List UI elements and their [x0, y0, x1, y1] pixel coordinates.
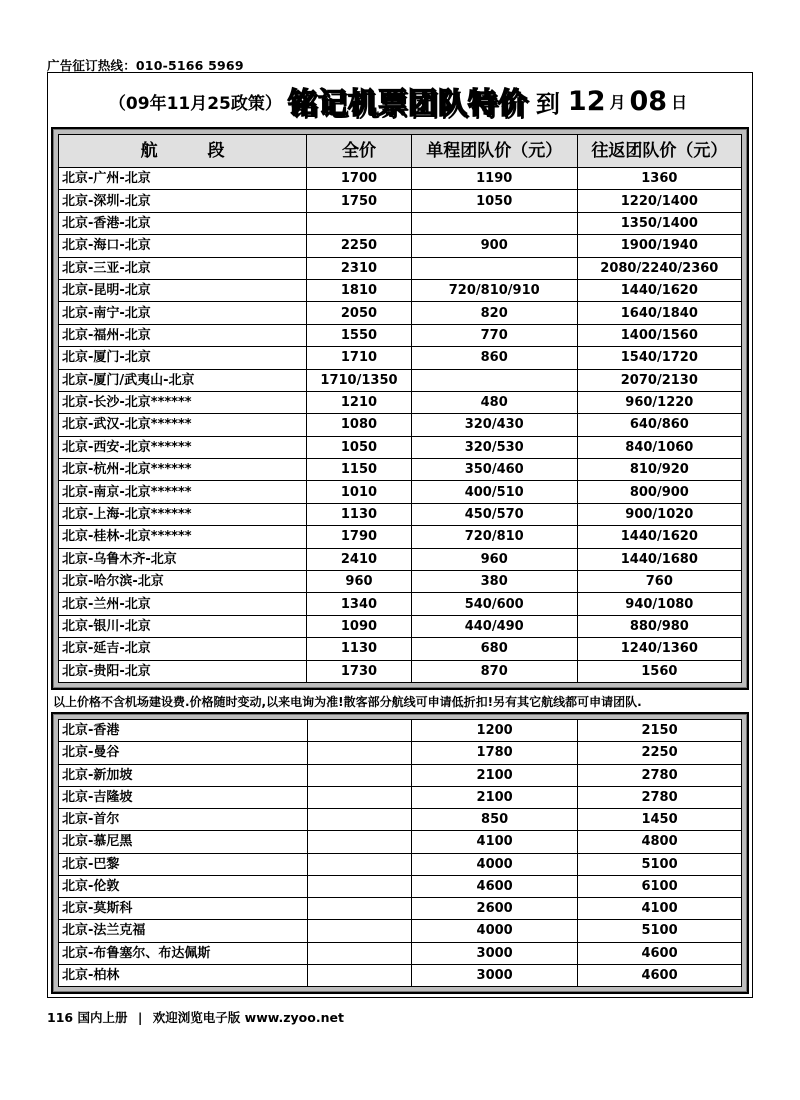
route-cell: 北京-兰州-北京 [59, 593, 307, 615]
full-price-cell: 1810 [307, 279, 412, 301]
round-price-cell: 1450 [578, 809, 742, 831]
round-price-cell: 5100 [578, 920, 742, 942]
route-cell: 北京-厦门/武夷山-北京 [59, 369, 307, 391]
title-day: 08 [629, 85, 668, 117]
table-row [59, 414, 742, 436]
footer-separator: | [137, 1010, 143, 1025]
route-cell: 北京-海口-北京 [59, 235, 307, 257]
oneway-price-cell: 1190 [411, 168, 577, 190]
oneway-price-cell: 680 [411, 638, 577, 660]
full-price-cell [308, 831, 412, 853]
oneway-price-cell: 820 [411, 302, 577, 324]
table-row [59, 212, 742, 234]
full-price-cell [308, 942, 412, 964]
table-row [59, 369, 742, 391]
route-cell: 北京-首尔 [59, 809, 308, 831]
full-price-cell: 1150 [307, 459, 412, 481]
table-row [59, 302, 742, 324]
route-cell: 北京-法兰克福 [59, 920, 308, 942]
full-price-cell: 1710/1350 [307, 369, 412, 391]
round-price-cell: 4800 [578, 831, 742, 853]
route-cell: 北京-深圳-北京 [59, 190, 307, 212]
round-price-cell: 4100 [578, 898, 742, 920]
route-cell: 北京-上海-北京****** [59, 503, 307, 525]
route-cell: 北京-南京-北京****** [59, 481, 307, 503]
table-row [59, 503, 742, 525]
round-price-cell: 2780 [578, 786, 742, 808]
round-price-cell: 2780 [578, 764, 742, 786]
route-cell: 北京-银川-北京 [59, 615, 307, 637]
table-row [59, 593, 742, 615]
table-row [59, 831, 742, 853]
full-price-cell: 1790 [307, 526, 412, 548]
route-cell: 北京-厦门-北京 [59, 347, 307, 369]
full-price-cell: 1010 [307, 481, 412, 503]
international-price-panel [51, 712, 749, 994]
oneway-price-cell: 400/510 [411, 481, 577, 503]
oneway-price-cell: 720/810 [411, 526, 577, 548]
table-row [59, 786, 742, 808]
table-row [59, 391, 742, 413]
oneway-price-cell: 870 [411, 660, 577, 682]
round-price-cell: 2250 [578, 742, 742, 764]
round-price-cell: 2080/2240/2360 [577, 257, 741, 279]
oneway-price-cell: 320/430 [411, 414, 577, 436]
full-price-cell: 2050 [307, 302, 412, 324]
full-price-cell [308, 742, 412, 764]
column-header-round-price: 往返团队价（元） [577, 135, 741, 168]
full-price-cell [308, 809, 412, 831]
round-price-cell: 940/1080 [577, 593, 741, 615]
table-row [59, 809, 742, 831]
oneway-price-cell: 1050 [411, 190, 577, 212]
table-row [59, 875, 742, 897]
oneway-price-cell: 450/570 [411, 503, 577, 525]
table-row [59, 257, 742, 279]
round-price-cell: 1540/1720 [577, 347, 741, 369]
oneway-price-cell: 3000 [412, 964, 578, 986]
oneway-price-cell: 2100 [412, 786, 578, 808]
column-header-oneway-price: 单程团队价（元） [411, 135, 577, 168]
table-row [59, 459, 742, 481]
oneway-price-cell: 850 [412, 809, 578, 831]
round-price-cell: 1640/1840 [577, 302, 741, 324]
round-price-cell: 4600 [578, 964, 742, 986]
table-row [59, 742, 742, 764]
title-day-unit: 日 [671, 92, 688, 112]
table-row [59, 920, 742, 942]
route-cell: 北京-慕尼黑 [59, 831, 308, 853]
route-cell: 北京-南宁-北京 [59, 302, 307, 324]
oneway-price-cell: 3000 [412, 942, 578, 964]
full-price-cell: 1130 [307, 503, 412, 525]
round-price-cell: 960/1220 [577, 391, 741, 413]
table-row [59, 571, 742, 593]
column-header-full-price: 全价 [307, 135, 412, 168]
route-cell: 北京-香港 [59, 720, 308, 742]
table-row [59, 964, 742, 986]
round-price-cell: 1440/1620 [577, 526, 741, 548]
full-price-cell [308, 898, 412, 920]
round-price-cell: 1440/1680 [577, 548, 741, 570]
oneway-price-cell: 380 [411, 571, 577, 593]
full-price-cell [308, 764, 412, 786]
route-cell: 北京-延吉-北京 [59, 638, 307, 660]
table-row [59, 720, 742, 742]
site-url[interactable]: www.zyoo.net [244, 1010, 344, 1025]
route-cell: 北京-哈尔滨-北京 [59, 571, 307, 593]
full-price-cell: 1710 [307, 347, 412, 369]
full-price-cell: 1050 [307, 436, 412, 458]
round-price-cell: 1350/1400 [577, 212, 741, 234]
table-row [59, 764, 742, 786]
table-row [59, 481, 742, 503]
oneway-price-cell: 2600 [412, 898, 578, 920]
oneway-price-cell: 960 [411, 548, 577, 570]
route-cell: 北京-伦敦 [59, 875, 308, 897]
full-price-cell: 1750 [307, 190, 412, 212]
full-price-cell: 960 [307, 571, 412, 593]
route-cell: 北京-长沙-北京****** [59, 391, 307, 413]
price-notice: 以上价格不含机场建设费.价格随时变动,以来电询为准!散客部分航线可申请低折扣!另有其它航线都可申请团队. [53, 695, 642, 709]
route-cell: 北京-吉隆坡 [59, 786, 308, 808]
full-price-cell [308, 920, 412, 942]
full-price-cell: 1210 [307, 391, 412, 413]
full-price-cell [308, 786, 412, 808]
route-cell: 北京-乌鲁木齐-北京 [59, 548, 307, 570]
round-price-cell: 900/1020 [577, 503, 741, 525]
table-row [59, 548, 742, 570]
table-row [59, 853, 742, 875]
full-price-cell: 1090 [307, 615, 412, 637]
full-price-cell [308, 875, 412, 897]
full-price-cell: 1550 [307, 324, 412, 346]
title-month-unit: 月 [609, 92, 626, 112]
oneway-price-cell: 540/600 [411, 593, 577, 615]
oneway-price-cell: 4100 [412, 831, 578, 853]
round-price-cell: 1400/1560 [577, 324, 741, 346]
full-price-cell: 2410 [307, 548, 412, 570]
full-price-cell: 1340 [307, 593, 412, 615]
oneway-price-cell: 860 [411, 347, 577, 369]
oneway-price-cell [411, 257, 577, 279]
full-price-cell: 2310 [307, 257, 412, 279]
full-price-cell [308, 853, 412, 875]
full-price-cell: 1080 [307, 414, 412, 436]
route-cell: 北京-布鲁塞尔、布达佩斯 [59, 942, 308, 964]
round-price-cell: 840/1060 [577, 436, 741, 458]
welcome-text: 欢迎浏览电子版 [152, 1010, 241, 1025]
oneway-price-cell: 320/530 [411, 436, 577, 458]
route-cell: 北京-昆明-北京 [59, 279, 307, 301]
table-row [59, 638, 742, 660]
round-price-cell: 640/860 [577, 414, 741, 436]
round-price-cell: 1560 [577, 660, 741, 682]
table-row [59, 942, 742, 964]
table-row [59, 168, 742, 190]
full-price-cell: 1130 [307, 638, 412, 660]
oneway-price-cell [411, 212, 577, 234]
round-price-cell: 760 [577, 571, 741, 593]
oneway-price-cell: 2100 [412, 764, 578, 786]
round-price-cell: 1220/1400 [577, 190, 741, 212]
round-price-cell: 1440/1620 [577, 279, 741, 301]
page-number: 116 [47, 1010, 74, 1025]
oneway-price-cell: 1200 [412, 720, 578, 742]
table-row [59, 324, 742, 346]
route-cell: 北京-莫斯科 [59, 898, 308, 920]
round-price-cell: 6100 [578, 875, 742, 897]
ad-hotline: 广告征订热线：010-5166 5969 [47, 58, 244, 73]
oneway-price-cell: 480 [411, 391, 577, 413]
route-cell: 北京-贵阳-北京 [59, 660, 307, 682]
full-price-cell: 1730 [307, 660, 412, 682]
full-price-cell [307, 212, 412, 234]
oneway-price-cell: 900 [411, 235, 577, 257]
round-price-cell: 810/920 [577, 459, 741, 481]
table-row [59, 660, 742, 682]
route-cell: 北京-杭州-北京****** [59, 459, 307, 481]
oneway-price-cell: 770 [411, 324, 577, 346]
table-row [59, 615, 742, 637]
oneway-price-cell: 4000 [412, 853, 578, 875]
route-cell: 北京-柏林 [59, 964, 308, 986]
full-price-cell: 2250 [307, 235, 412, 257]
route-cell: 北京-武汉-北京****** [59, 414, 307, 436]
full-price-cell [308, 720, 412, 742]
full-price-cell [308, 964, 412, 986]
route-cell: 北京-福州-北京 [59, 324, 307, 346]
oneway-price-cell: 4000 [412, 920, 578, 942]
international-price-table [58, 719, 742, 987]
table-row [59, 347, 742, 369]
round-price-cell: 5100 [578, 853, 742, 875]
policy-date: （09年11月25政策） [108, 93, 282, 114]
oneway-price-cell: 4600 [412, 875, 578, 897]
route-cell: 北京-三亚-北京 [59, 257, 307, 279]
round-price-cell: 2070/2130 [577, 369, 741, 391]
oneway-price-cell: 1780 [412, 742, 578, 764]
route-cell: 北京-巴黎 [59, 853, 308, 875]
section-name: 国内上册 [77, 1010, 128, 1025]
round-price-cell: 1360 [577, 168, 741, 190]
round-price-cell: 2150 [578, 720, 742, 742]
footer [47, 1008, 344, 1026]
round-price-cell: 1240/1360 [577, 638, 741, 660]
title-to: 到 [535, 89, 560, 118]
round-price-cell: 800/900 [577, 481, 741, 503]
route-cell: 北京-曼谷 [59, 742, 308, 764]
table-row [59, 190, 742, 212]
title-month: 12 [567, 85, 606, 117]
table-header-row [59, 135, 742, 168]
title-row [48, 76, 752, 126]
full-price-cell: 1700 [307, 168, 412, 190]
oneway-price-cell [411, 369, 577, 391]
column-header-route: 航 段 [59, 135, 307, 168]
route-cell: 北京-香港-北京 [59, 212, 307, 234]
round-price-cell: 1900/1940 [577, 235, 741, 257]
oneway-price-cell: 350/460 [411, 459, 577, 481]
domestic-price-table [58, 134, 742, 683]
page-title: 铭记机票团队特价 [287, 85, 528, 120]
table-row [59, 898, 742, 920]
table-row [59, 436, 742, 458]
table-row [59, 279, 742, 301]
oneway-price-cell: 720/810/910 [411, 279, 577, 301]
table-row [59, 526, 742, 548]
route-cell: 北京-西安-北京****** [59, 436, 307, 458]
oneway-price-cell: 440/490 [411, 615, 577, 637]
round-price-cell: 880/980 [577, 615, 741, 637]
round-price-cell: 4600 [578, 942, 742, 964]
route-cell: 北京-广州-北京 [59, 168, 307, 190]
table-row [59, 235, 742, 257]
route-cell: 北京-桂林-北京****** [59, 526, 307, 548]
route-cell: 北京-新加坡 [59, 764, 308, 786]
domestic-price-panel [51, 127, 749, 690]
